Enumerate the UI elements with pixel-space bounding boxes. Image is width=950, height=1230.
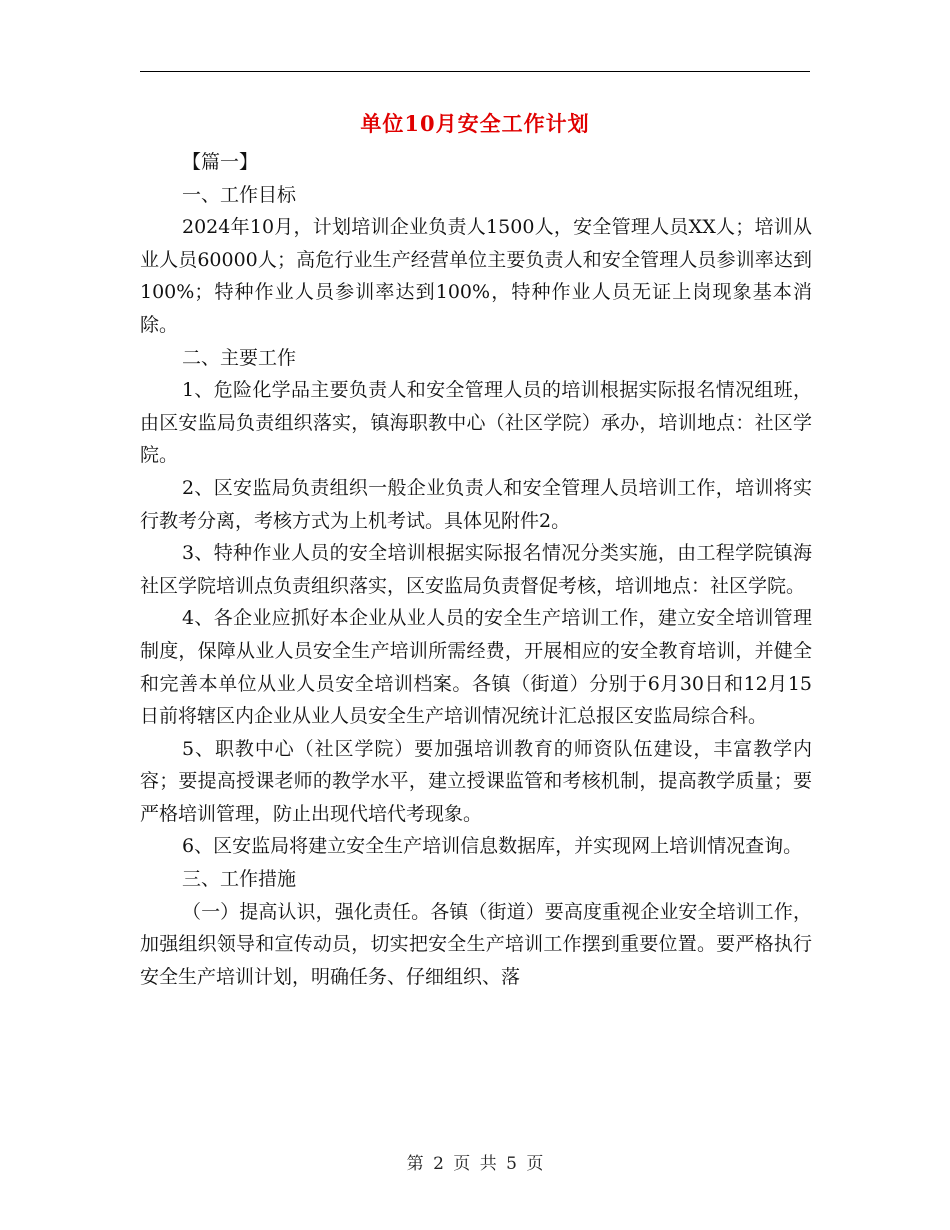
heading-main-work: 二、主要工作: [182, 346, 297, 369]
section-label: 【篇一】: [182, 151, 259, 173]
header-rule: [140, 71, 810, 72]
heading-work-goal: 一、工作目标: [182, 183, 297, 206]
paragraph-item-2: 2、区安监局负责组织一般企业负责人和安全管理人员培训工作，培训将实行教考分离，考核方式为上机考试。具体见附件2。: [140, 476, 812, 532]
paragraph-item-3: 3、特种作业人员的安全培训根据实际报名情况分类实施，由工程学院镇海社区学院培训点负责组织落实，区安监局负责督促考核，培训地点：社区学院。: [140, 542, 812, 597]
paragraph-item-6: 6、区安监局将建立安全生产培训信息数据库，并实现网上培训情况查询。: [182, 835, 803, 858]
paragraph-item-1: 1、危险化学品主要负责人和安全管理人员的培训根据实际报名情况组班，由区安监局负责组织落实，镇海职教中心（社区学院）承办，培训地点：社区学院。: [140, 379, 812, 467]
document-body: [140, 146, 812, 993]
paragraph-item-4: 4、各企业应抓好本企业从业人员的安全生产培训工作，建立安全培训管理制度，保障从业人员安全生产培训所需经费，开展相应的安全教育培训，并健全和完善本单位从业人员安全培训档案。各镇（街道）分别于6月30日和12月15日前将辖区内企业从业人员安全生产培训情况统计汇总报区安监局综合科。: [140, 607, 812, 728]
paragraph-item-5: 5、职教中心（社区学院）要加强培训教育的师资队伍建设，丰富教学内容；要提高授课老师的教学水平，建立授课监管和考核机制，提高教学质量；要严格培训管理，防止出现代培代考现象。: [140, 737, 812, 825]
heading-work-measures: 三、工作措施: [182, 868, 297, 891]
paragraph-goal: 2024年10月，计划培训企业负责人1500人，安全管理人员XX人；培训从业人员60000人；高危行业生产经营单位主要负责人和安全管理人员参训率达到100%；特种作业人员参训率达到100%，特种作业人员无证上岗现象基本消除。: [140, 216, 812, 336]
page-number-footer: 第 2 页 共 5 页: [406, 1154, 544, 1174]
paragraph-measure-1: （一）提高认识，强化责任。各镇（街道）要高度重视企业安全培训工作，加强组织领导和宣传动员，切实把安全生产培训工作摆到重要位置。要严格执行安全生产培训计划，明确任务、仔细组织、落: [140, 900, 812, 988]
document-title: 单位10月安全工作计划: [360, 111, 590, 136]
